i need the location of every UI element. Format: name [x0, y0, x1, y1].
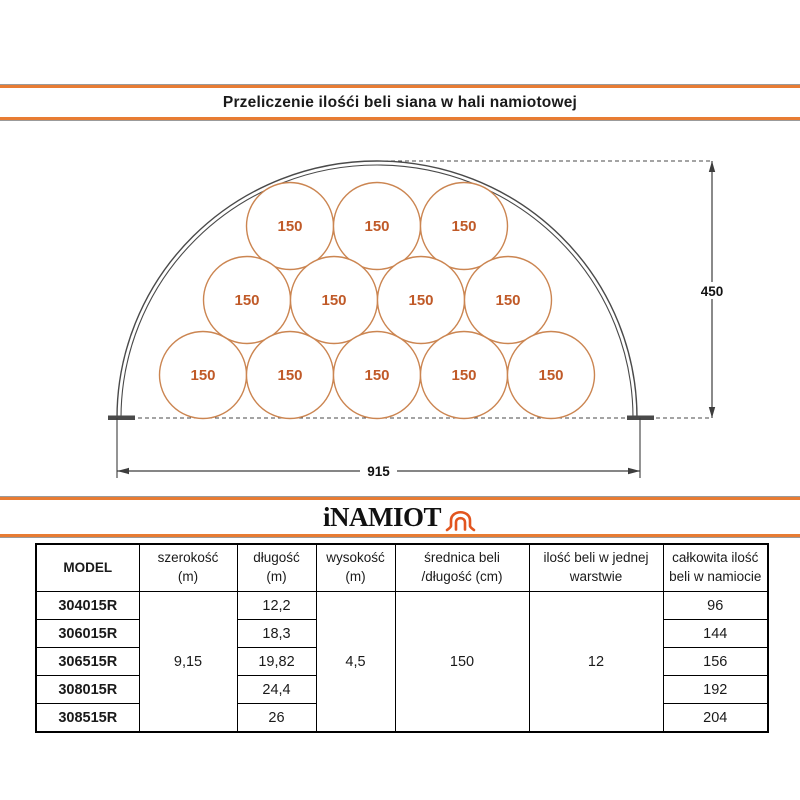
cell-length: 24,4 — [237, 676, 316, 704]
arrow-right-icon — [628, 468, 640, 474]
bale-diameter-label: 150 — [234, 292, 260, 309]
cell-model: 306515R — [36, 648, 139, 676]
cell-bale-diameter-shared: 150 — [395, 592, 529, 733]
bale-diameter-label: 150 — [364, 367, 390, 384]
cell-height-shared: 4,5 — [316, 592, 395, 733]
table-row — [36, 592, 768, 620]
cell-total-bales: 156 — [663, 648, 768, 676]
cell-model: 308015R — [36, 676, 139, 704]
cell-total-bales: 204 — [663, 704, 768, 733]
cell-length: 18,3 — [237, 620, 316, 648]
bale-diameter-label: 150 — [364, 218, 390, 235]
arrow-up-icon — [709, 161, 715, 172]
title-bar — [0, 84, 800, 121]
col-header-model: MODEL — [36, 544, 139, 592]
cell-length: 19,82 — [237, 648, 316, 676]
col-header-width: szerokość (m) — [139, 544, 237, 592]
hall-cross-section-diagram — [80, 140, 760, 490]
col-header-length: długość (m) — [237, 544, 316, 592]
cell-bales-per-layer-shared: 12 — [529, 592, 663, 733]
cell-length: 26 — [237, 704, 316, 733]
cell-total-bales: 144 — [663, 620, 768, 648]
cell-model: 306015R — [36, 620, 139, 648]
bale-diameter-label: 150 — [321, 292, 347, 309]
bale-row-top — [247, 183, 508, 270]
bale-diameter-label: 150 — [408, 292, 434, 309]
width-dimension-line — [117, 418, 640, 479]
brand-logo — [323, 502, 477, 533]
cell-total-bales: 192 — [663, 676, 768, 704]
col-header-bale-diameter: średnica beli /długość (cm) — [395, 544, 529, 592]
cell-model: 308515R — [36, 704, 139, 733]
col-header-bales-per-layer: ilość beli w jednej warstwie — [529, 544, 663, 592]
cell-length: 12,2 — [237, 592, 316, 620]
spec-table — [35, 543, 769, 733]
brand-name: iNAMIOT — [323, 501, 441, 532]
bale-diameter-label: 150 — [538, 367, 564, 384]
brand-bar — [0, 496, 800, 538]
tent-icon — [444, 502, 477, 533]
bale-diameter-label: 150 — [190, 367, 216, 384]
cell-width-shared: 9,15 — [139, 592, 237, 733]
col-header-height: wysokość (m) — [316, 544, 395, 592]
height-dimension-label: 450 — [700, 284, 724, 299]
page-title: Przeliczenie ilośći beli siana w hali namiotowej — [222, 93, 578, 111]
bale-row-bottom — [160, 332, 595, 419]
bale-diameter-label: 150 — [277, 367, 303, 384]
bale-diameter-label: 150 — [495, 292, 521, 309]
bale-diameter-label: 150 — [451, 218, 477, 235]
cell-model: 304015R — [36, 592, 139, 620]
ground-plate-left — [108, 416, 135, 421]
arrow-down-icon — [709, 407, 715, 418]
height-dimension-line — [697, 161, 727, 418]
bale-diameter-label: 150 — [451, 367, 477, 384]
arrow-left-icon — [117, 468, 129, 474]
table-header-row — [36, 544, 768, 592]
bale-diameter-label: 150 — [277, 218, 303, 235]
cell-total-bales: 96 — [663, 592, 768, 620]
width-dimension-label: 915 — [367, 464, 390, 479]
col-header-total-bales: całkowita ilość beli w namiocie — [663, 544, 768, 592]
